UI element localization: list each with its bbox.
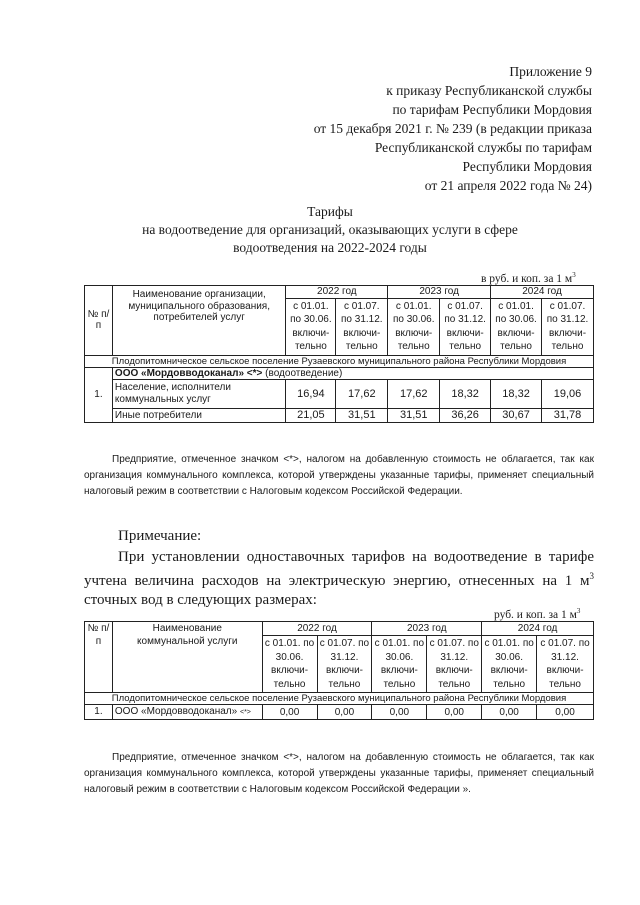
cost-value: 0,00 xyxy=(482,705,537,720)
cost-value: 0,00 xyxy=(427,705,482,720)
tariff-value: 17,62 xyxy=(336,379,388,408)
tariff-value: 31,78 xyxy=(542,408,594,422)
year-header: 2023 год xyxy=(388,286,491,299)
row-number: 1. xyxy=(85,705,113,720)
col-name-header: Наименование коммунальной услуги xyxy=(112,622,262,693)
tariff-value: 18,32 xyxy=(491,379,542,408)
tariff-table xyxy=(84,285,594,423)
year-header: 2024 год xyxy=(482,622,594,636)
cost-value: 0,00 xyxy=(537,705,594,720)
note-paragraph: При установлении одноставочных тарифов на водоотведение в тарифе учтена величина расходов на электрическую энергию, отнесенных на 1 $м^3$ сточных вод в следующих размерах: xyxy=(84,549,594,608)
header-line: к приказу Республиканской службы xyxy=(386,83,592,98)
period-header: с 01.01. по 30.06. включи-тельно xyxy=(482,636,537,693)
header-line: по тарифам Республики Мордовия xyxy=(392,102,592,117)
document-title xyxy=(100,203,560,257)
organization-name: ООО «Мордовводоканал» <*> xyxy=(114,367,263,379)
tariff-value: 31,51 xyxy=(388,408,440,422)
period-header: с 01.07. по 31.12. включи-тельно xyxy=(440,298,491,355)
period-header: с 01.01. по 30.06. включи-тельно xyxy=(388,298,440,355)
cost-value: 0,00 xyxy=(317,705,372,720)
tariff-value: 30,67 xyxy=(491,408,542,422)
organization-name: ООО «Мордовводоканал» <*> xyxy=(112,705,262,720)
tariff-value: 16,94 xyxy=(286,379,336,408)
row-number: 1. xyxy=(85,367,113,422)
year-header: 2022 год xyxy=(286,286,388,299)
period-header: с 01.07. по 31.12. включи-тельно xyxy=(537,636,594,693)
table1-unit: в руб. и коп. за 1 $м^3$ xyxy=(481,271,576,285)
col-number-header: № п/п xyxy=(85,622,113,693)
year-header: 2023 год xyxy=(372,622,482,636)
tariff-value: 21,05 xyxy=(286,408,336,422)
cost-value: 0,00 xyxy=(262,705,317,720)
period-header: с 01.07. по 31.12. включи-тельно xyxy=(317,636,372,693)
tariff-value: 31,51 xyxy=(336,408,388,422)
tariff-value: 36,26 xyxy=(440,408,491,422)
period-header: с 01.01. по 30.06. включи-тельно xyxy=(262,636,317,693)
tariff-value: 19,06 xyxy=(542,379,594,408)
title-line: Тарифы xyxy=(307,204,353,219)
footnote-vat: Предприятие, отмеченное значком <*>, налогом на добавленную стоимость не облагается, так как организация коммунального комплекса, которой утверждены указанные тарифы, применяет специальный налоговый режим в соответствии с Налоговым кодексом Российской Федерации. xyxy=(84,454,594,497)
period-header: с 01.01. по 30.06. включи-тельно xyxy=(372,636,427,693)
tariff-value: 17,62 xyxy=(388,379,440,408)
region-row: Плодопитомническое сельское поселение Рузаевского муниципального района Республики Мордовия xyxy=(85,355,594,367)
title-line: на водоотведение для организаций, оказывающих услуги в сфере xyxy=(142,222,518,237)
title-line: водоотведения на 2022-2024 годы xyxy=(233,240,427,255)
col-name-header: Наименование организации, муниципального образования, потребителей услуг xyxy=(112,286,285,356)
col-number-header: № п/п xyxy=(85,286,113,356)
table2-unit: руб. и коп. за 1 $м^3$ xyxy=(494,607,581,621)
electricity-cost-table xyxy=(84,621,594,720)
organization-row xyxy=(112,367,593,379)
year-header: 2024 год xyxy=(491,286,594,299)
footnote-vat-2: Предприятие, отмеченное значком <*>, налогом на добавленную стоимость не облагается, так как организация коммунального комплекса, которой утверждены указанные тарифы, применяет специальный налоговый режим в соответствии с Налоговым кодексом Российской Федерации ». xyxy=(84,752,594,795)
cost-value: 0,00 xyxy=(372,705,427,720)
organization-note: (водоотведение) xyxy=(262,367,343,379)
appendix-header xyxy=(200,62,592,195)
period-header: с 01.01. по 30.06. включи-тельно xyxy=(491,298,542,355)
tariff-value: 18,32 xyxy=(440,379,491,408)
consumer-label: Население, исполнители коммунальных услуг xyxy=(112,379,285,408)
header-line: Приложение 9 xyxy=(509,64,592,79)
period-header: с 01.07. по 31.12. включи-тельно xyxy=(427,636,482,693)
header-line: от 15 декабря 2021 г. № 239 (в редакции приказа xyxy=(313,121,592,136)
period-header: с 01.07. по 31.12. включи-тельно xyxy=(542,298,594,355)
region-row: Плодопитомническое сельское поселение Рузаевского муниципального района Республики Мордовия xyxy=(85,693,594,705)
year-header: 2022 год xyxy=(262,622,372,636)
period-header: с 01.07. по 31.12. включи-тельно xyxy=(336,298,388,355)
note-heading: Примечание: xyxy=(118,528,202,544)
header-line: Республики Мордовия xyxy=(462,159,592,174)
period-header: с 01.01. по 30.06. включи-тельно xyxy=(286,298,336,355)
header-line: от 21 апреля 2022 года № 24) xyxy=(424,178,592,193)
header-line: Республиканской службы по тарифам xyxy=(374,140,592,155)
consumer-label: Иные потребители xyxy=(112,408,285,422)
